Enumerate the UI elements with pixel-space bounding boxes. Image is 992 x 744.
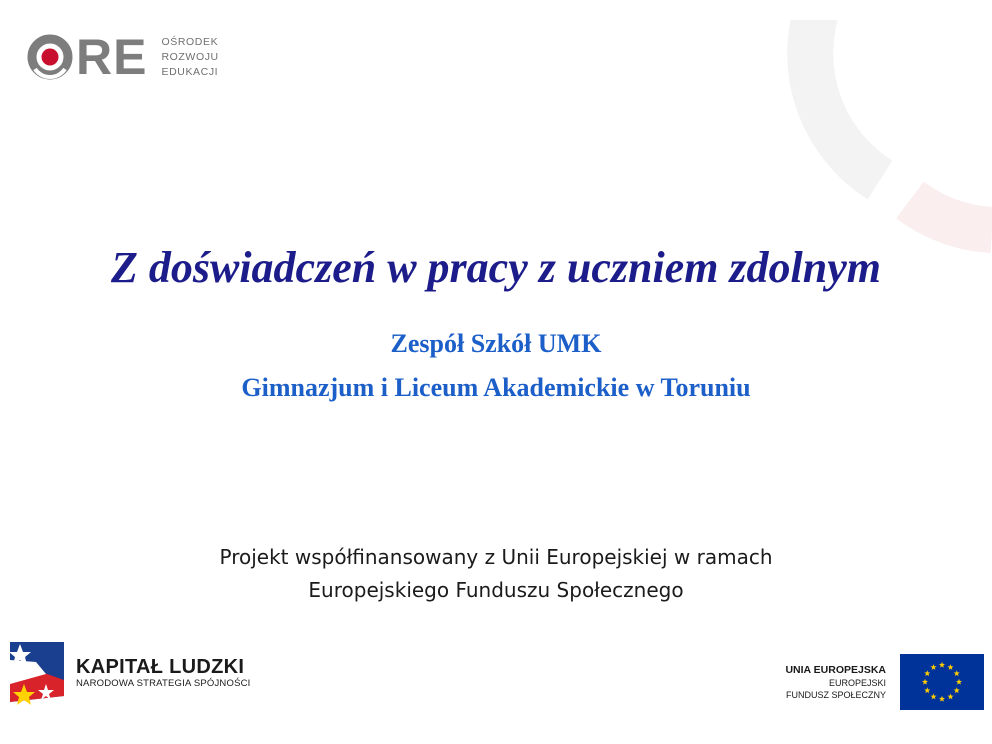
school-subtitle: Gimnazjum i Liceum Akademickie w Toruniu <box>241 373 751 402</box>
background-arcs-decoration <box>700 0 992 260</box>
eu-title: UNIA EUROPEJSKA <box>785 664 886 676</box>
ore-logo-letters: RE <box>76 29 148 85</box>
kapital-ludzki-subtitle: NARODOWA STRATEGIA SPÓJNOŚCI <box>76 678 251 689</box>
ore-logo-line2: ROZWOJU <box>161 50 219 63</box>
kapital-ludzki-text <box>76 656 251 690</box>
ore-logo-mark <box>26 29 148 85</box>
slide-title: Z doświadczeń w pracy z uczniem zdolnym <box>110 243 882 292</box>
eu-logo-text <box>785 663 886 701</box>
ore-logo-text <box>161 35 218 80</box>
ore-logo <box>26 26 219 88</box>
ore-logo-line1: OŚRODEK <box>161 35 219 48</box>
school-name: Zespół Szkół UMK <box>390 329 602 358</box>
eu-logo <box>785 654 984 710</box>
project-info-line2: Europejskiego Funduszu Społecznego <box>308 578 684 602</box>
eu-flag-icon <box>900 654 984 710</box>
kapital-ludzki-logo <box>6 640 251 706</box>
ore-logo-icon <box>26 33 74 81</box>
project-info-line1: Projekt współfinansowany z Unii Europejskiej w ramach <box>219 545 773 569</box>
eu-fund-line2: FUNDUSZ SPOŁECZNY <box>785 690 886 700</box>
kapital-ludzki-title: KAPITAŁ LUDZKI <box>76 656 245 678</box>
ore-logo-line3: EDUKACJI <box>161 65 219 78</box>
kapital-ludzki-flag-icon <box>6 640 68 706</box>
eu-fund-line1: EUROPEJSKI <box>828 678 886 688</box>
